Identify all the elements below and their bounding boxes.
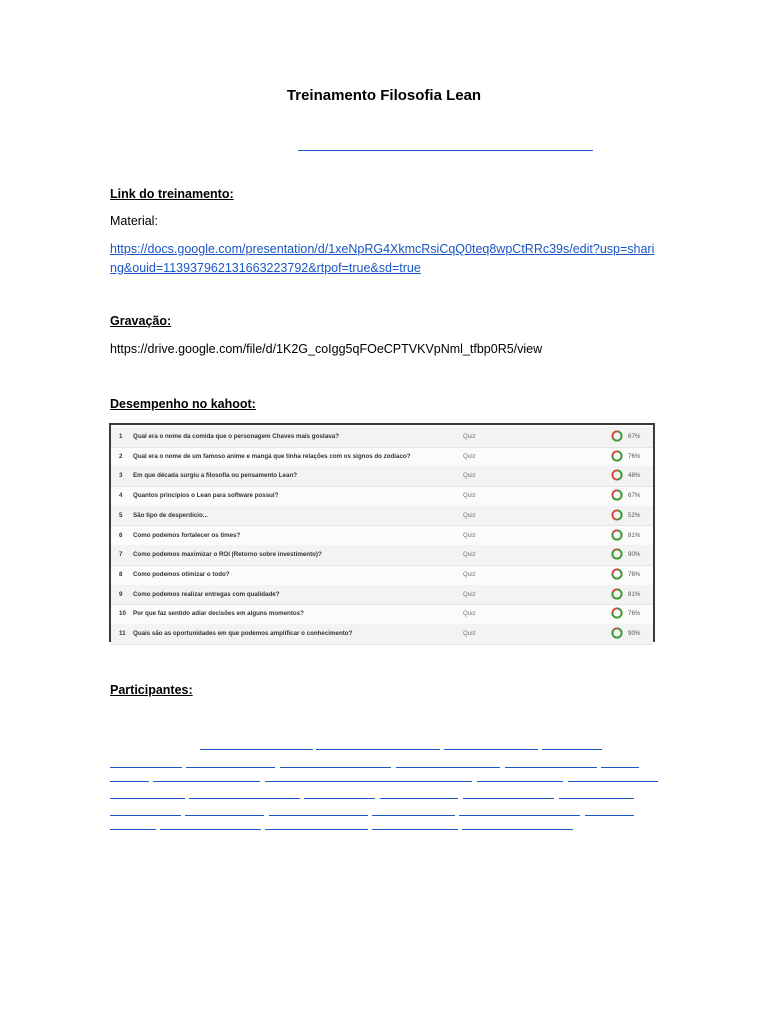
accuracy-percent: 52% bbox=[628, 511, 641, 519]
question-type: Quiz bbox=[463, 472, 476, 480]
question-text: Por que faz sentido adiar decisões em alguns momentos? bbox=[133, 610, 304, 618]
participant-link[interactable] bbox=[380, 798, 458, 799]
participant-link[interactable] bbox=[316, 749, 440, 750]
question-number: 5 bbox=[119, 511, 123, 519]
question-number: 4 bbox=[119, 492, 123, 500]
question-number: 1 bbox=[119, 433, 123, 440]
accuracy-percent: 90% bbox=[628, 551, 641, 559]
question-text: Como podemos fortalecer os times? bbox=[133, 531, 241, 539]
participant-link[interactable] bbox=[200, 749, 313, 750]
accuracy-percent: 67% bbox=[628, 433, 641, 440]
training-link-heading: Link do treinamento: bbox=[110, 187, 234, 201]
kahoot-row bbox=[111, 604, 653, 625]
question-text: São tipo de desperdício... bbox=[133, 511, 208, 519]
question-text: Como podemos maximizar o ROI (Retorno sobre investimento)? bbox=[133, 551, 322, 559]
question-number: 10 bbox=[119, 610, 126, 618]
question-type: Quiz bbox=[463, 630, 476, 637]
question-text: Qual era o nome da comida que o personagem Chaves mais gostava? bbox=[133, 433, 339, 440]
accuracy-ring-icon bbox=[611, 627, 623, 639]
accuracy-percent: 81% bbox=[628, 590, 641, 598]
accuracy-ring-icon bbox=[611, 469, 623, 481]
kahoot-row bbox=[111, 466, 653, 487]
question-number: 8 bbox=[119, 570, 123, 578]
participant-link[interactable] bbox=[186, 767, 275, 768]
kahoot-heading: Desempenho no kahoot: bbox=[110, 397, 256, 411]
accuracy-percent: 90% bbox=[628, 630, 641, 637]
accuracy-ring-icon bbox=[611, 588, 623, 600]
participant-link[interactable] bbox=[559, 798, 634, 799]
participant-link[interactable] bbox=[459, 815, 580, 816]
participant-link[interactable] bbox=[304, 798, 375, 799]
participant-link[interactable] bbox=[269, 815, 368, 816]
participant-link[interactable] bbox=[189, 798, 300, 799]
kahoot-row bbox=[111, 526, 653, 547]
accuracy-ring-icon bbox=[611, 548, 623, 560]
participant-link[interactable] bbox=[280, 767, 391, 768]
kahoot-row bbox=[111, 565, 653, 586]
participant-link[interactable] bbox=[462, 829, 573, 830]
participant-link[interactable] bbox=[265, 829, 368, 830]
question-text: Em que década surgiu a filosofia ou pensamento Lean? bbox=[133, 472, 297, 480]
participant-link[interactable] bbox=[372, 829, 458, 830]
accuracy-ring-icon bbox=[611, 607, 623, 619]
participant-link[interactable] bbox=[601, 767, 639, 768]
participant-link[interactable] bbox=[110, 815, 181, 816]
kahoot-row bbox=[111, 506, 653, 527]
accuracy-ring-icon bbox=[611, 489, 623, 501]
question-type: Quiz bbox=[463, 551, 476, 559]
question-number: 2 bbox=[119, 452, 123, 460]
question-type: Quiz bbox=[463, 610, 476, 618]
participant-link[interactable] bbox=[110, 781, 149, 782]
accuracy-percent: 67% bbox=[628, 492, 641, 500]
question-text: Qual era o nome de um famoso anime e mangá que tinha relações com os signos do zodíaco? bbox=[133, 452, 411, 460]
question-type: Quiz bbox=[463, 531, 476, 539]
kahoot-row bbox=[111, 585, 653, 606]
participant-link[interactable] bbox=[542, 749, 602, 750]
participant-link[interactable] bbox=[160, 829, 261, 830]
question-text: Como podemos otimizar o todo? bbox=[133, 570, 230, 578]
question-type: Quiz bbox=[463, 492, 476, 500]
question-text: Quantos princípios o Lean para software possui? bbox=[133, 492, 279, 500]
participant-link[interactable] bbox=[463, 798, 554, 799]
participant-link[interactable] bbox=[110, 767, 182, 768]
question-number: 9 bbox=[119, 590, 123, 598]
participant-link[interactable] bbox=[153, 781, 260, 782]
participants-heading: Participantes: bbox=[110, 683, 193, 697]
document-title: Treinamento Filosofia Lean bbox=[286, 87, 482, 104]
participant-link[interactable] bbox=[444, 749, 538, 750]
participant-link[interactable] bbox=[110, 798, 185, 799]
question-number: 3 bbox=[119, 472, 123, 480]
accuracy-percent: 76% bbox=[628, 452, 641, 460]
material-link[interactable]: https://docs.google.com/presentation/d/1xeNpRG4XkmcRsiCqQ0teq8wpCtRRc39s/edit?usp=sharing&ouid=113937962131663223792&rtpof=true&sd=true bbox=[110, 242, 655, 275]
accuracy-ring-icon bbox=[611, 430, 623, 442]
participant-link[interactable] bbox=[505, 767, 597, 768]
participant-link[interactable] bbox=[265, 781, 472, 782]
question-number: 7 bbox=[119, 551, 123, 559]
kahoot-results-table bbox=[109, 423, 655, 642]
recording-url: https://drive.google.com/file/d/1K2G_coIgg5qFOeCPTVKVpNml_tfbp0R5/view bbox=[110, 342, 543, 356]
accuracy-ring-icon bbox=[611, 529, 623, 541]
accuracy-ring-icon bbox=[611, 568, 623, 580]
question-number: 11 bbox=[119, 630, 126, 637]
question-type: Quiz bbox=[463, 433, 476, 440]
participant-link[interactable] bbox=[185, 815, 264, 816]
participant-link[interactable] bbox=[585, 815, 634, 816]
question-text: Quais são as oportunidades em que podemos amplificar o conhecimento? bbox=[133, 630, 353, 637]
participant-link[interactable] bbox=[396, 767, 500, 768]
accuracy-percent: 48% bbox=[628, 472, 641, 480]
question-type: Quiz bbox=[463, 590, 476, 598]
question-type: Quiz bbox=[463, 452, 476, 460]
kahoot-row bbox=[111, 486, 653, 507]
kahoot-row bbox=[111, 447, 653, 468]
participant-link[interactable] bbox=[568, 781, 658, 782]
question-type: Quiz bbox=[463, 511, 476, 519]
question-number: 6 bbox=[119, 531, 123, 539]
kahoot-row bbox=[111, 545, 653, 566]
participant-link[interactable] bbox=[110, 829, 156, 830]
participant-link[interactable] bbox=[372, 815, 455, 816]
question-text: Como podemos realizar entregas com qualidade? bbox=[133, 590, 280, 598]
question-type: Quiz bbox=[463, 570, 476, 578]
accuracy-ring-icon bbox=[611, 509, 623, 521]
accuracy-ring-icon bbox=[611, 450, 623, 462]
accuracy-percent: 76% bbox=[628, 570, 641, 578]
material-label: Material: bbox=[110, 214, 158, 228]
kahoot-row bbox=[111, 427, 653, 448]
kahoot-row bbox=[111, 624, 653, 645]
title-underline bbox=[298, 150, 593, 151]
accuracy-percent: 81% bbox=[628, 531, 641, 539]
recording-heading: Gravação: bbox=[110, 314, 172, 328]
participant-link[interactable] bbox=[477, 781, 563, 782]
accuracy-percent: 76% bbox=[628, 610, 641, 618]
